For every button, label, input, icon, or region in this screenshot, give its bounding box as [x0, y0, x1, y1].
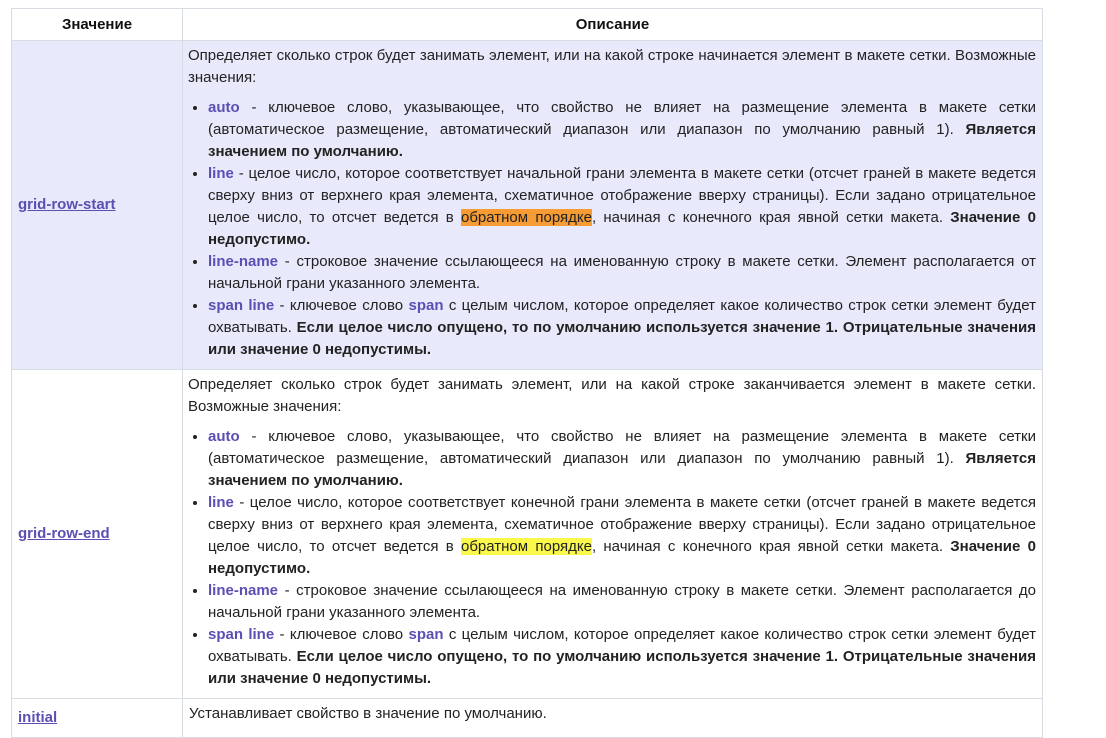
grid-row-end-link[interactable]: grid-row-end — [18, 525, 110, 542]
item-text: - ключевое слово, указывающее, что свойство не влияет на размещение элемента в макете сетки (автоматическое размещение, автоматический диапазон или диапазон по умолчанию равный 1). — [208, 428, 1036, 467]
list-item — [208, 426, 1036, 492]
list-item — [208, 295, 1036, 361]
list-item — [208, 624, 1036, 690]
list-item — [208, 163, 1036, 251]
list-item — [208, 580, 1036, 624]
item-text: , начиная с конечного края явной сетки макета. — [591, 209, 951, 226]
item-bold-note: Значение 0 недопустимо. — [208, 209, 1036, 248]
column-header-description: Описание — [183, 9, 1043, 41]
initial-link[interactable]: initial — [18, 709, 58, 726]
value-cell — [12, 41, 183, 370]
keyword-auto: auto — [208, 428, 240, 445]
item-text: - строковое значение ссылающееся на именованную строку в макете сетки. Элемент располагается до начальной грани указанного элемента. — [208, 582, 1036, 621]
description-cell — [183, 699, 1043, 738]
list-item — [208, 97, 1036, 163]
grid-row-start-link[interactable]: grid-row-start — [18, 196, 116, 213]
item-text: , начиная с конечного края явной сетки макета. — [591, 538, 951, 555]
highlighted-text: обратном порядке — [460, 538, 592, 555]
item-bold-note: Является значением по умолчанию. — [208, 450, 1036, 489]
description-intro: Определяет сколько строк будет занимать элемент, или на какой строке начинается элемент в макете сетки. Возможные значения: — [188, 47, 1036, 86]
column-header-value: Значение — [12, 9, 183, 41]
keyword-line: line — [208, 494, 234, 511]
value-cell — [12, 370, 183, 699]
keyword-line: line — [208, 165, 234, 182]
item-text: - строковое значение ссылающееся на именованную строку в макете сетки. Элемент располагается от начальной грани указанного элемента. — [208, 253, 1036, 292]
table-row — [12, 41, 1043, 370]
value-cell — [12, 699, 183, 738]
description-cell — [183, 41, 1043, 370]
description-intro: Устанавливает свойство в значение по умолчанию. — [189, 705, 547, 722]
keyword-span-line: span line — [208, 297, 275, 314]
table-header-row — [12, 9, 1043, 41]
item-text: - целое число, которое соответствует конечной грани элемента в макете сетки (отсчет граней в макете ведется сверху вниз от верхнего края элемента, схематичное отображение вверху страницы). Если задано отрицательное целое число, то отсчет ведется в — [208, 494, 1036, 555]
item-bold-note: Если целое число опущено, то по умолчанию используется значение 1. Отрицательные значения или значение 0 недопустимы. — [208, 319, 1036, 358]
property-values-table — [11, 8, 1043, 738]
table-row — [12, 699, 1043, 738]
values-list — [188, 97, 1036, 361]
list-item — [208, 251, 1036, 295]
item-bold-note: Значение 0 недопустимо. — [208, 538, 1036, 577]
highlighted-text: обратном порядке — [460, 209, 592, 226]
keyword-auto: auto — [208, 99, 240, 116]
item-text: - ключевое слово, указывающее, что свойство не влияет на размещение элемента в макете сетки (автоматическое размещение, автоматический диапазон или диапазон по умолчанию равный 1). — [208, 99, 1036, 138]
item-text: с целым числом, которое определяет какое количество строк сетки элемент будет охватывать. — [208, 297, 1036, 336]
keyword-line-name: line-name — [208, 582, 279, 599]
item-text: с целым числом, которое определяет какое количество строк сетки элемент будет охватывать. — [208, 626, 1036, 665]
description-intro: Определяет сколько строк будет занимать элемент, или на какой строке заканчивается элемент в макете сетки. Возможные значения: — [188, 376, 1036, 415]
item-bold-note: Является значением по умолчанию. — [208, 121, 1036, 160]
item-text: - ключевое слово — [274, 626, 409, 643]
keyword-span: span — [408, 297, 444, 314]
item-text: - целое число, которое соответствует начальной грани элемента в макете сетки (отсчет граней в макете ведется сверху вниз от верхнего края элемента, схематичное отображение вверху страницы). Если задано отрицательное целое число, то отсчет ведется в — [208, 165, 1036, 226]
description-cell — [183, 370, 1043, 699]
list-item — [208, 492, 1036, 580]
values-list — [188, 426, 1036, 690]
keyword-line-name: line-name — [208, 253, 279, 270]
item-bold-note: Если целое число опущено, то по умолчанию используется значение 1. Отрицательные значения или значение 0 недопустимы. — [208, 648, 1036, 687]
item-text: - ключевое слово — [274, 297, 409, 314]
keyword-span: span — [408, 626, 444, 643]
keyword-span-line: span line — [208, 626, 275, 643]
table-row — [12, 370, 1043, 699]
